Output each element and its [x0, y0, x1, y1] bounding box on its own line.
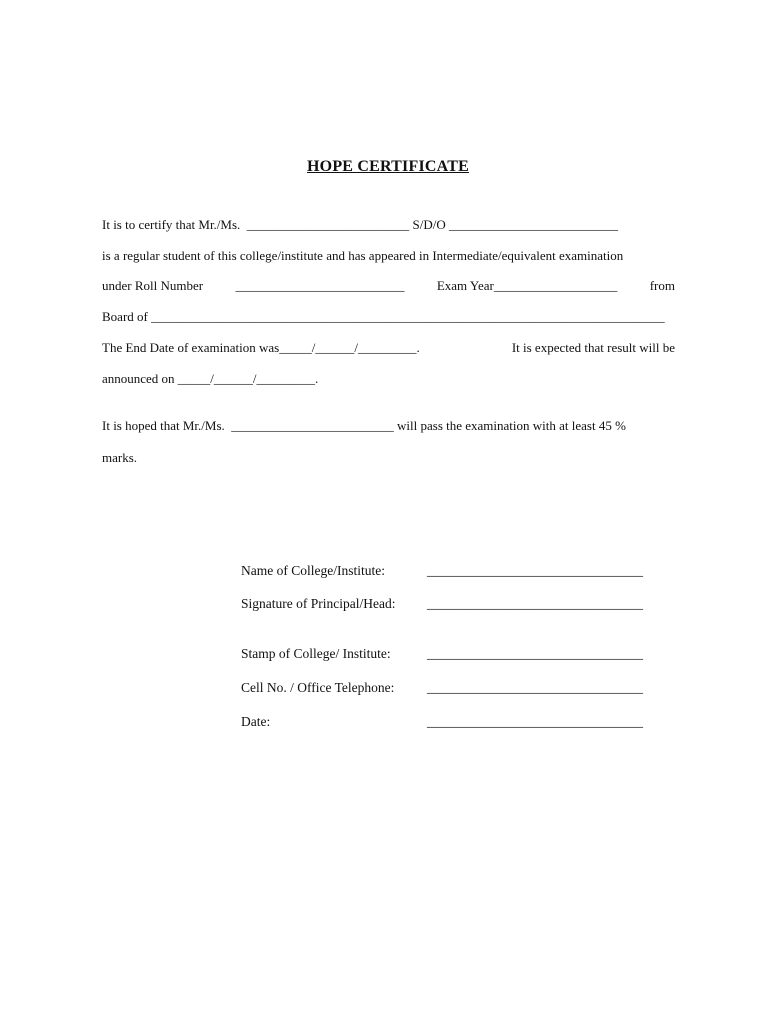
date-label: Date: [241, 714, 271, 729]
end-date-text: The End Date of examination was_____/______/_________. [102, 340, 420, 355]
principal-signature-label: Signature of Principal/Head: [241, 596, 396, 611]
stamp-blank: ________________________________ [427, 646, 643, 661]
telephone-blank: ________________________________ [427, 680, 643, 695]
exam-year-field: Exam Year___________________ [436, 278, 618, 293]
college-name-blank: ________________________________ [427, 563, 643, 578]
page-title: HOPE CERTIFICATE [307, 158, 469, 175]
board-line: Board of _______________________________________________________________________________ [102, 309, 665, 324]
roll-number-label: under Roll Number [102, 278, 204, 293]
principal-signature-blank: ________________________________ [427, 596, 643, 611]
result-expected-text: It is expected that result will be [511, 340, 675, 355]
date-blank: ________________________________ [427, 714, 643, 729]
roll-number-line [102, 278, 675, 294]
date-row [241, 714, 661, 778]
college-name-label: Name of College/Institute: [241, 563, 385, 578]
end-date-line [102, 340, 675, 356]
telephone-label: Cell No. / Office Telephone: [241, 680, 395, 695]
stamp-label: Stamp of College/ Institute: [241, 646, 391, 661]
certify-line: It is to certify that Mr./Ms. _________________________ S/D/O __________________________ [102, 217, 619, 232]
marks-line: marks. [102, 450, 138, 465]
roll-number-blank: __________________________ [235, 278, 405, 293]
from-label: from [649, 278, 675, 293]
student-status-line: is a regular student of this college/institute and has appeared in Intermediate/equivalent examination [102, 248, 624, 263]
announced-line: announced on _____/______/_________. [102, 371, 319, 386]
hoped-line: It is hoped that Mr./Ms. _________________________ will pass the examination with at least 45 % [102, 418, 626, 433]
